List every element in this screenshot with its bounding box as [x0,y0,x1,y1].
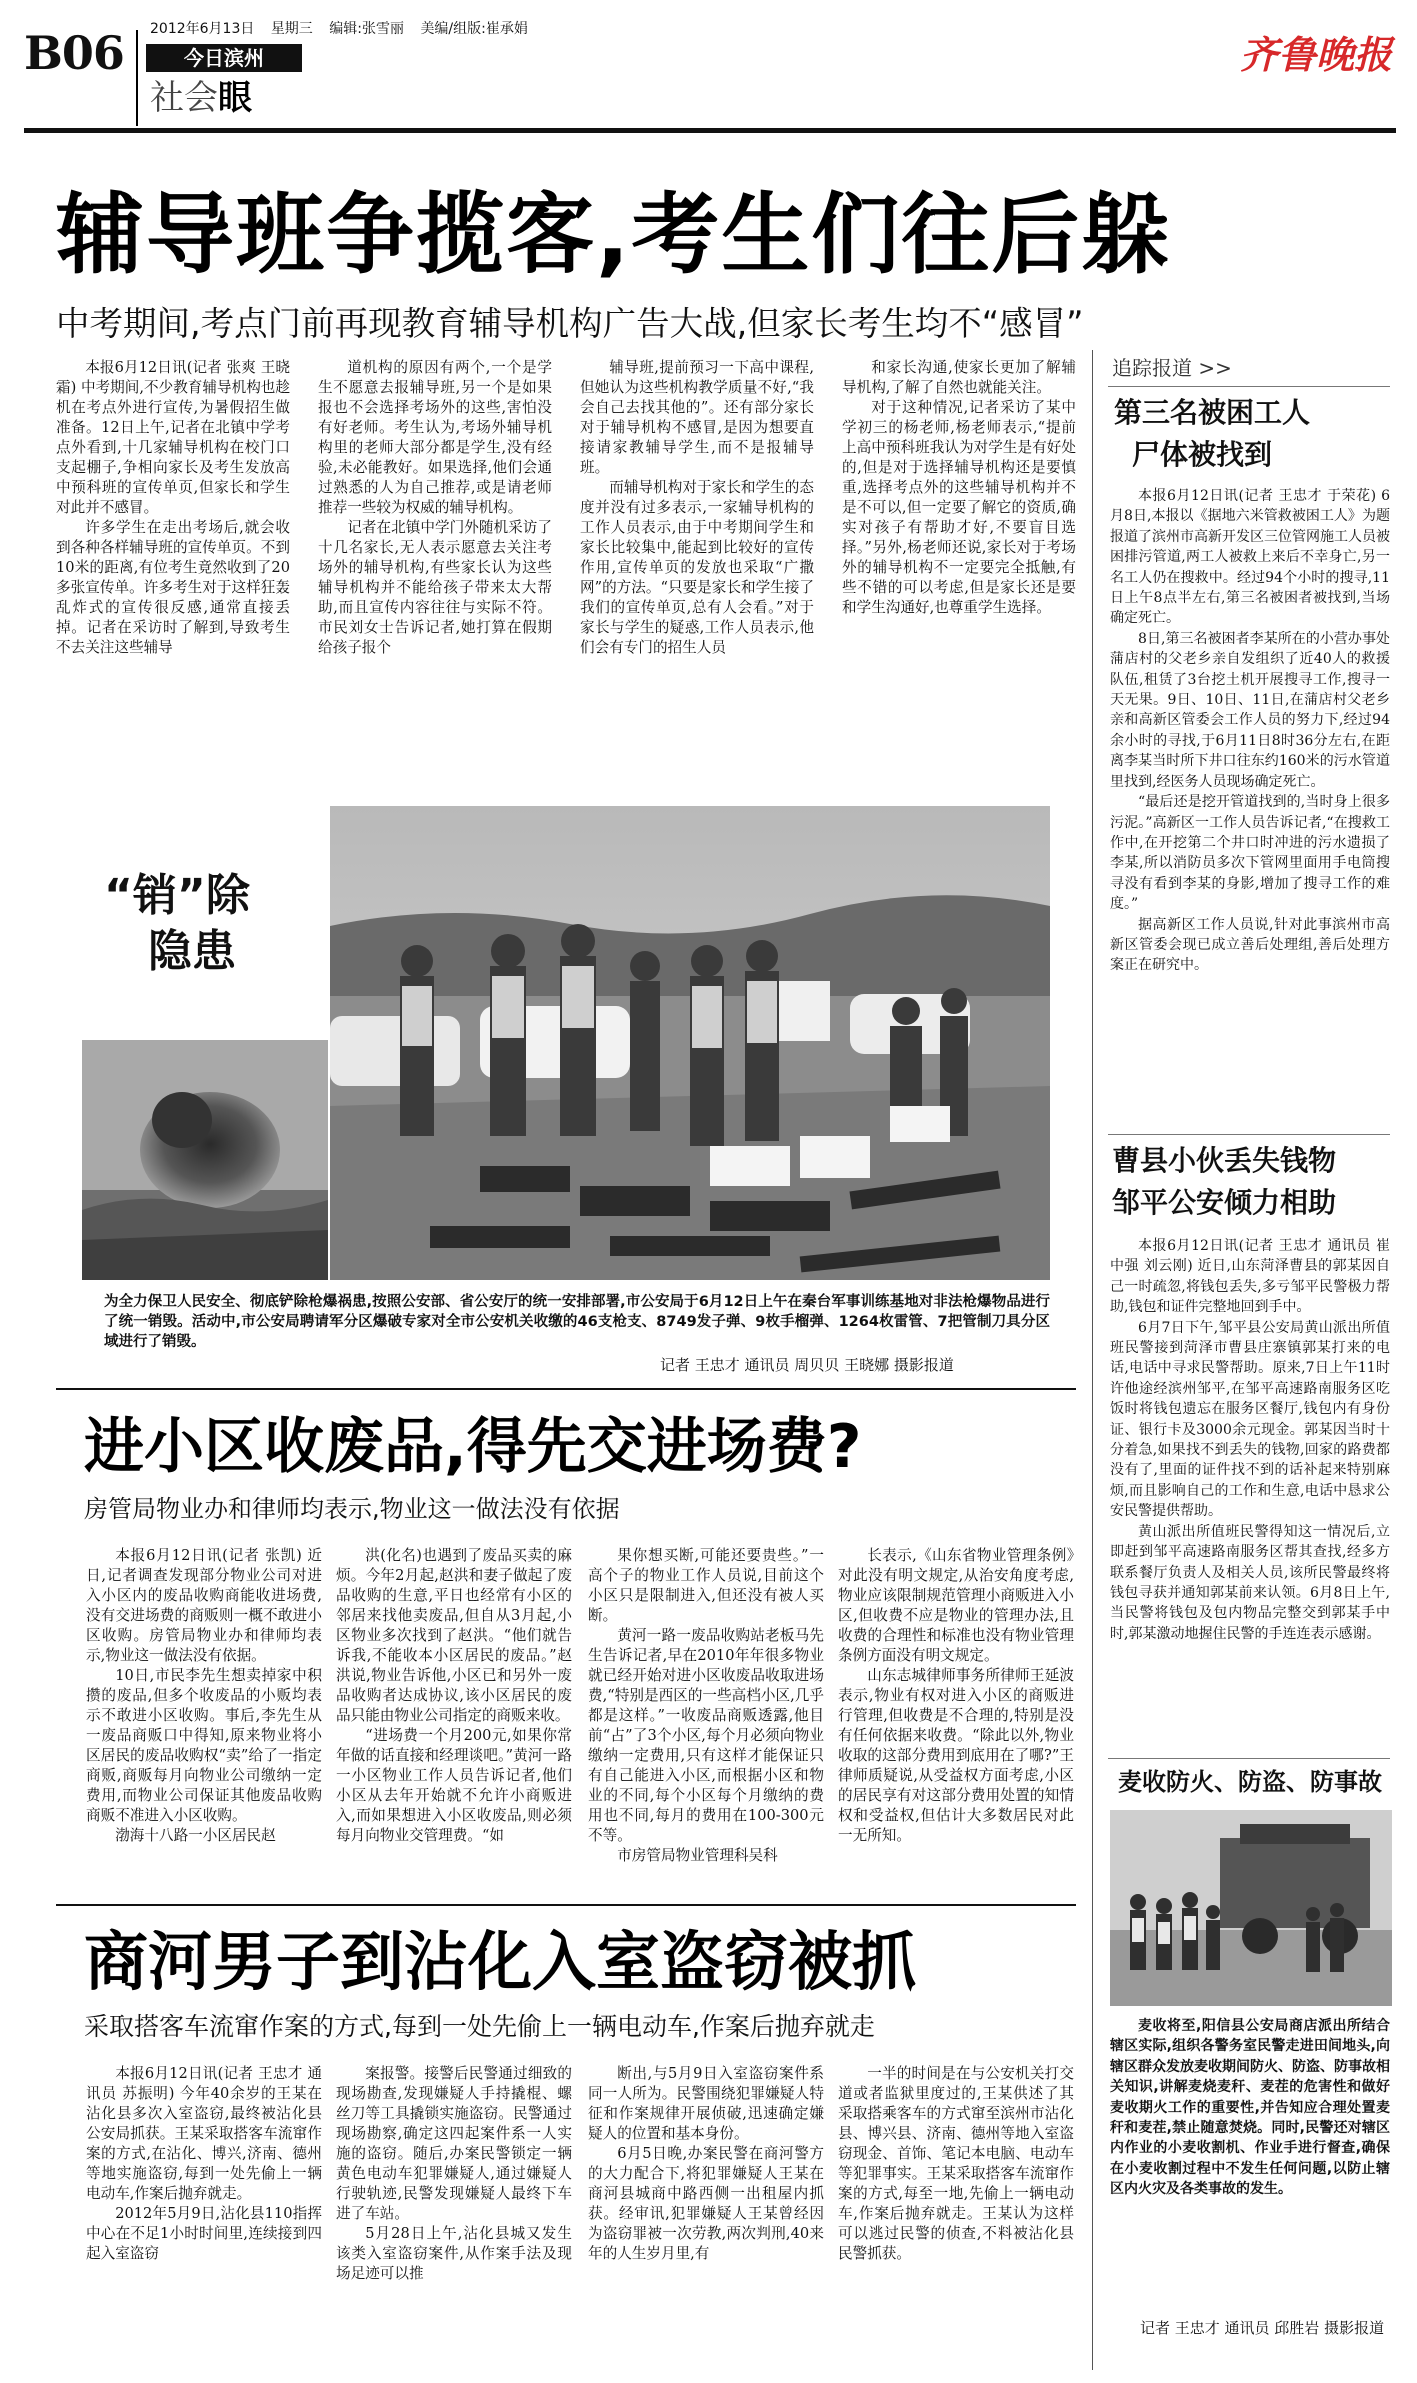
section-tag [146,44,302,72]
paragraph: 案报警。接警后民警通过细致的现场勘查,发现嫌疑人手持撬棍、螺丝刀等工具撬锁实施盗窃。民警通过现场勘察,确定这四起案件系一人实施的盗窃。随后,办案民警锁定一辆黄色电动车犯罪嫌疑人,通过嫌疑人行驶轨迹,民警发现嫌疑人最终下车进了车站。 [336,2065,572,2222]
section-name [150,74,252,122]
sidebar-divider [1092,350,1093,2370]
paragraph: 黄河一路一废品收购站老板马先生告诉记者,早在2010年年很多物业就已经开始对进小区收废品收取进场费,“特别是西区的一些高档小区,几乎都是这样。”一收废品商贩透露,他目前“占”了3个小区,每个月必须向物业缴纳一定费用,只有这样才能保证只有自己能进入小区,而根据小区和物业的不同,每个小区每个月缴纳的费用也不同,每月的费用在100-300元不等。 [588,1627,824,1844]
issue-date: 2012年6月13日 [150,21,255,37]
sidebar-rule-1 [1108,1134,1390,1135]
paragraph: 而辅导机构对于家长和学生的态度并没有过多表示,一家辅导机构的工作人员表示,由于中考期间学生和家长比较集中,能起到比较好的宣传作用,宣传单页的发放也采取“广撒网”的方法。“只要是家长和学生接了我们的宣传单页,总有人会看。”对于家长与学生的疑惑,工作人员表示,他们会有专门的招生人员 [580,479,814,656]
story2-col-2 [336,1546,572,1892]
paragraph: “最后还是挖开管道找到的,当时身上很多污泥。”高新区一工作人员告诉记者,“在搜救工作中,在开挖第二个井口时冲进的污水遗损了李某,所以消防员多次下管网里面用手电筒搜寻没有看到李某的身影,增加了搜寻工作的难度。” [1110,794,1390,913]
sidebar-rule-2 [1108,1758,1390,1759]
story2-subhead: 房管局物业办和律师均表示,物业这一做法没有依据 [84,1495,620,1523]
paragraph: 2012年5月9日,沾化县110指挥中心在不足1小时时间里,连续接到四起入室盗窃 [86,2205,322,2262]
masthead-info [150,18,528,38]
paragraph: 和家长沟通,使家长更加了解辅导机构,了解了自然也就能关注。 [842,359,1076,396]
paragraph: 对于这种情况,记者采访了某中学初三的杨老师,杨老师表示,“提前上高中预科班我认为对学生是有好处的,但是对于选择辅导机构还是要慎重,选择考点外的这些辅导机构并不是不可以,但一定要了解它的资质,确实对孩子有帮助才好,不要盲目选择。”另外,杨老师还说,家长对于考场外的辅导机构不一定要完全抵触,有些不错的可以考虑,但是家长还是要和学生沟通好,也尊重学生选择。 [842,399,1076,616]
masthead-rule [24,128,1396,133]
editor-credit: 编辑:张雪丽 [329,21,404,37]
explosion-photo [82,1040,328,1280]
story2-col-3 [588,1546,824,1892]
story1-col-2 [318,358,552,794]
follow-rule [1108,386,1390,387]
story-b-headline-2: 邹平公安倾力相助 [1112,1186,1337,1219]
paragraph: 6月5日晚,办案民警在商河警方的大力配合下,将犯罪嫌疑人王某在商河县城商中路西侧一出租屋内抓获。经审讯,犯罪嫌疑人王某曾经因为盗窃罪被一次劳教,两次判刑,40来年的人生岁月里,有 [588,2145,824,2262]
masthead-divider [136,30,138,126]
paragraph: 麦收将至,阳信县公安局商店派出所结合辖区实际,组织各警务室民警走进田间地头,向辖区群众发放麦收期间防火、防盗、防事故相关知识,讲解麦烧麦秆、麦茬的危害性和做好麦收期火工作的重要性,并告知应合理处置麦秆和麦茬,禁止随意焚烧。同时,民警还对辖区内作业的小麦收割机、作业手进行督查,确保在小麦收割过程中不发生任何问题,以防止辖区内火灾及各类事故的发生。 [1110,2018,1390,2198]
story1-col-4 [842,358,1076,794]
harvest-photo [1110,1810,1392,2006]
section-name-b: 眼 [218,78,252,118]
paragraph: 断出,与5月9日入室盗窃案件系同一人所为。民警围绕犯罪嫌疑人特征和作案规律开展侦破,迅速确定嫌疑人的位置和基本身份。 [588,2065,824,2142]
photo-credit: 记者 王忠才 通讯员 周贝贝 王晓娜 摄影报道 [660,1356,954,1374]
paragraph: 道机构的原因有两个,一个是学生不愿意去报辅导班,另一个是如果报也不会选择考场外的这些,害怕没有好老师。考生认为,考场外辅导机构里的老师大部分都是学生,没有经验,未必能教好。如果选择,他们会通过熟悉的人为自己推荐,或是请老师推荐一些较为权威的辅导机构。 [318,359,552,516]
paragraph: 6月7日下午,邹平县公安局黄山派出所值班民警接到菏泽市曹县庄寨镇郭某打来的电话,电话中寻求民警帮助。原来,7日上午11时许他途经滨州邹平,在邹平高速路南服务区吃饭时将钱包遗忘在服务区餐厅,钱包内有身份证、银行卡及3000余元现金。郭某因当时十分着急,如果找不到丢失的钱物,回家的路费都没有了,里面的证件找不到的话补起来特别麻烦,而且影响自己的工作和生意,电话中恳求公安民警提供帮助。 [1110,1319,1390,1520]
sidebar-story-c-body [1110,2016,1390,2306]
paragraph: 本报6月12日讯(记者 王忠才 于荣花) 6月8日,本报以《据地六米管救被困工人》为题报道了滨州市高新开发区三位管网施工人员被困排污管道,两工人被救上来后不幸身亡,另一名工人仍在搜救中。经过94个小时的搜寻,11日上午8点半左右,第三名被困者被找到,当场确定死亡。 [1110,488,1390,627]
story-a-headline-2: 尸体被找到 [1132,438,1273,471]
story3-headline: 商河男子到沾化入室盗窃被抓 [84,1926,916,2000]
paragraph: 黄山派出所值班民警得知这一情况后,立即赶到邹平高速路南服务区帮其查找,经多方联系餐厅负责人及相关人员,该所民警最终将钱包寻获并通知郭某前来认领。6月8日上午,当民警将钱包及包内物品完整交到郭某手中时,郭某激动地握住民警的手连连表示感谢。 [1110,1523,1390,1642]
story-a-headline-1: 第三名被困工人 [1114,396,1311,429]
sidebar-story-b-body [1110,1236,1390,1756]
paragraph: 山东志城律师事务所律师王延波表示,物业有权对进入小区的商贩进行管理,但收费是不合理的,特别是没有任何依据来收费。“除此以外,物业收取的这部分费用到底用在了哪?”王律师质疑说,从受益权方面考虑,小区的居民享有对这部分费用处置的知情权和受益权,但估计大多数居民对此一无所知。 [838,1667,1074,1844]
story3-col-1 [86,2064,322,2364]
story3-col-2 [336,2064,572,2364]
paragraph: “进场费一个月200元,如果你常年做的话直接和经理谈吧。”黄河一路一小区物业工作人员告诉记者,他们小区从去年开始就不允许小商贩进入,而如果想进入小区收废品,则必须每月向物业交管理费。“如 [336,1727,572,1844]
story2-col-4 [838,1546,1074,1892]
story3-col-3 [588,2064,824,2364]
paragraph: 本报6月12日讯(记者 张爽 王晓霜) 中考期间,不少教育辅导机构也趁机在考点外进行宣传,为暑假招生做准备。12日上午,记者在北镇中学考点外看到,十几家辅导机构在校门口支起棚子,争相向家长及考生发放高中预科班的宣传单页,但家长和学生对此并不感冒。 [56,359,290,516]
paragraph: 一半的时间是在与公安机关打交道或者监狱里度过的,王某供述了其采取搭乘客车的方式窜至滨州市沾化县、博兴县、济南、德州等地入室盗窃现金、首饰、笔记本电脑、电动车等犯罪事实。王某采取搭客车流窜作案的方式,每至一地,先偷上一辆电动车,作案后抛弃就走。王某认为这样可以逃过民警的侦查,不料被沾化县民警抓获。 [838,2065,1074,2262]
story-divider-1 [56,1388,1076,1390]
paragraph: 洪(化名)也遇到了废品买卖的麻烦。今年2月起,赵洪和妻子做起了废品收购的生意,平日也经常有小区的邻居来找他卖废品,但自从3月起,小区物业多次找到了赵洪。“他们就告诉我,不能收本小区居民的废品。”赵洪说,物业告诉他,小区已和另外一废品收购者达成协议,该小区居民的废品只能由物业公司指定的商贩来收。 [336,1547,572,1724]
paragraph: 8日,第三名被困者李某所在的小营办事处蒲店村的父老乡亲自发组织了近40人的救援队伍,租赁了3台挖土机开展搜寻工作,搜寻一天无果。9日、10日、11日,在蒲店村父老乡亲和高新区管委会工作人员的努力下,经过94余小时的寻找,于6月11日8时36分左右,在距离李某当时所下井口往东约160米的污水管道里找到,经医务人员现场确定死亡。 [1110,630,1390,790]
paragraph: 据高新区工作人员说,针对此事滨州市高新区管委会现已成立善后处理组,善后处理方案正在研究中。 [1110,916,1390,974]
story-divider-2 [56,1904,1076,1906]
sidebar-story-b-headline [1112,1140,1336,1224]
issue-weekday: 星期三 [270,21,313,37]
follow-tag: 追踪报道 >> [1112,356,1232,380]
story1-headline: 辅导班争揽客,考生们往后躲 [56,183,1172,286]
paragraph: 10日,市民李先生想卖掉家中积攒的废品,但多个收废品的小贩均表示不敢进小区收购。事后,李先生从一废品商贩口中得知,原来物业将小区居民的废品收购权“卖”给了一指定商贩,商贩每月向物业公司缴纳一定费用,而物业公司保证其他废品收购商贩不准进入小区收购。 [86,1667,322,1824]
story1-col-1 [56,358,290,794]
section-tag-label: 今日滨州 [184,46,264,70]
photo-caption: 为全力保卫人民安全、彻底铲除枪爆祸患,按照公安部、省公安厅的统一安排部署,市公安局于6月12日上午在秦台军事训练基地对非法枪爆物品进行了统一销毁。活动中,市公安局聘请军分区爆破专家对全市公安机关收缴的46支枪支、8749发子弹、9枚手榴弹、1264枚雷管、7把管制刀具分区域进行了销毁。 [104,1294,1050,1350]
section-name-a: 社会 [150,78,218,118]
designer-credit: 美编/组版:崔承娟 [420,21,528,37]
paragraph: 本报6月12日讯(记者 张凯) 近日,记者调查发现部分物业公司对进入小区内的废品收购商能收进场费,没有交进场费的商贩则一概不敢进小区收购。房管局物业办和律师均表示,物业这一做法没有依据。 [86,1547,322,1664]
story3-subhead: 采取搭客车流窜作案的方式,每到一处先偷上一辆电动车,作案后抛弃就走 [84,2012,875,2041]
story3-col-4 [838,2064,1074,2364]
paragraph: 5月28日上午,沾化县城又发生该类入室盗窃案件,从作案手法及现场足迹可以推 [336,2225,572,2282]
paragraph: 许多学生在走出考场后,就会收到各种各样辅导班的宣传单页。不到10米的距离,有位考生竟然收到了20多张宣传单。许多考生对于这样狂轰乱炸式的宣传很反感,通常直接丢掉。记者在采访时了解到,导致考生不去关注这些辅导 [56,519,290,656]
sidebar-story-a-headline [1114,392,1310,476]
police-photo [330,806,1050,1280]
paragraph: 本报6月12日讯(记者 王忠才 通讯员 苏振明) 今年40余岁的王某在沾化县多次入室盗窃,最终被沾化县公安局抓获。王某采取搭客车流窜作案的方式,在沾化、博兴,济南、德州等地实施盗窃,每到一处先偷上一辆电动车,作案后抛弃就走。 [86,2065,322,2202]
story2-col-1 [86,1546,322,1892]
paragraph: 长表示,《山东省物业管理条例》对此没有明文规定,从治安角度考虑,物业应该限制规范管理小商贩进入小区,但收费不应是物业的管理办法,且收费的合理性和标准也没有物业管理条例方面没有明文规定。 [838,1547,1074,1664]
photo-label-line2: 隐患 [148,926,236,977]
story2-headline: 进小区收废品,得先交进场费? [84,1412,862,1482]
paragraph: 果你想买断,可能还要贵些。”一高个子的物业工作人员说,目前这个小区只是限制进入,但还没有被人买断。 [588,1547,824,1624]
paper-logo: 齐鲁晚报 [1240,32,1393,77]
sidebar-story-c-headline: 麦收防火、防盗、防事故 [1118,1768,1382,1796]
photo-label-line1: “销”除 [104,870,250,921]
paragraph: 辅导班,提前预习一下高中课程,但她认为这些机构教学质量不好,“我会自己去找其他的”。还有部分家长对于辅导机构不感冒,是因为想要直接请家教辅导学生,而不是报辅导班。 [580,359,814,476]
photo-feature-label [104,868,250,980]
story1-col-3 [580,358,814,794]
sidebar-story-a-body [1110,486,1390,1126]
story1-subhead: 中考期间,考点门前再现教育辅导机构广告大战,但家长考生均不“感冒” [56,304,1084,343]
paragraph: 记者在北镇中学门外随机采访了十几名家长,无人表示愿意去关注考场外的辅导机构,有些家长认为这些辅导机构并不能给孩子带来太大帮助,而且宣传内容往往与实际不符。市民刘女士告诉记者,她打算在假期给孩子报个 [318,519,552,656]
page-code: B06 [24,26,124,80]
paragraph: 市房管局物业管理科吴科 [617,1847,778,1864]
story-b-headline-1: 曹县小伙丢失钱物 [1112,1144,1337,1177]
sidebar-story-c-credit: 记者 王忠才 通讯员 邱胜岩 摄影报道 [1140,2319,1385,2337]
paragraph: 渤海十八路一小区居民赵 [115,1827,276,1844]
paragraph: 本报6月12日讯(记者 王忠才 通讯员 崔中强 刘云刚) 近日,山东菏泽曹县的郭某因自己一时疏忽,将钱包丢失,多亏邹平民警极力帮助,钱包和证件完整地回到手中。 [1110,1238,1390,1316]
